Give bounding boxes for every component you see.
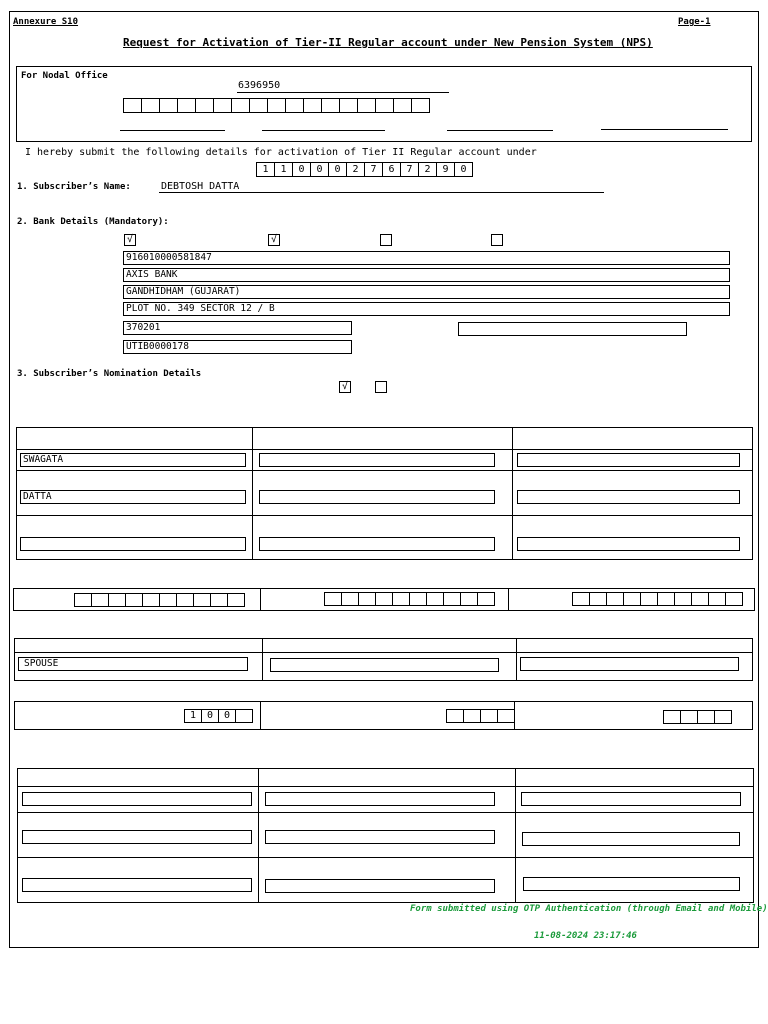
nominee-2-share-cells[interactable] [447, 709, 515, 723]
subscriber-name-value: DEBTOSH DATTA [161, 181, 240, 192]
digit-cell[interactable] [477, 592, 495, 606]
digit-cell[interactable] [142, 593, 160, 607]
digit-cell[interactable]: 1 [184, 709, 202, 723]
digit-cell[interactable] [725, 592, 743, 606]
digit-cell[interactable] [125, 593, 143, 607]
table-divider [262, 638, 263, 681]
digit-cell[interactable] [159, 98, 178, 113]
digit-cell[interactable] [375, 592, 393, 606]
digit-cell[interactable]: 2 [346, 162, 365, 177]
guardian-2-field-c[interactable] [265, 879, 495, 893]
nominee-relationship-field[interactable]: SPOUSE [18, 657, 248, 671]
table-divider [260, 588, 261, 611]
digit-cell[interactable]: 0 [292, 162, 311, 177]
digit-cell[interactable] [358, 592, 376, 606]
bank-account-number-field[interactable]: 916010000581847 [123, 251, 730, 265]
bank-pin-field[interactable]: 370201 [123, 321, 352, 335]
digit-cell[interactable] [321, 98, 340, 113]
digit-cell[interactable]: 7 [400, 162, 419, 177]
bank-name-field[interactable]: AXIS BANK [123, 268, 730, 282]
digit-cell[interactable] [589, 592, 607, 606]
guardian-1-field-b[interactable] [22, 830, 252, 844]
digit-cell[interactable] [123, 98, 142, 113]
digit-cell[interactable] [393, 98, 412, 113]
table-divider [516, 638, 517, 681]
digit-cell[interactable] [176, 593, 194, 607]
digit-cell[interactable] [572, 592, 590, 606]
digit-cell[interactable] [303, 98, 322, 113]
digit-cell[interactable] [663, 710, 681, 724]
digit-cell[interactable] [657, 592, 675, 606]
intro-text: I hereby submit the following details for activation of Tier II Regular account under [25, 147, 537, 158]
form-title: Request for Activation of Tier-II Regular account under New Pension System (NPS) [123, 36, 653, 49]
table-rule [16, 449, 753, 450]
digit-cell[interactable] [285, 98, 304, 113]
guardian-3-field-a[interactable] [521, 792, 741, 806]
bank-checkbox-4[interactable] [491, 234, 503, 246]
nodal-number-underline [237, 92, 449, 93]
nominee-3-extra-field[interactable] [517, 537, 740, 551]
nominee-2-dob-cells[interactable] [325, 592, 495, 606]
digit-cell[interactable] [443, 592, 461, 606]
table-divider [512, 427, 513, 560]
table-rule [14, 652, 753, 653]
page-number: Page-1 [678, 17, 711, 27]
digit-cell[interactable] [74, 593, 92, 607]
table-rule [17, 812, 754, 813]
digit-cell[interactable] [714, 710, 732, 724]
nominee-2-last-name-field[interactable] [259, 490, 495, 504]
digit-cell[interactable] [697, 710, 715, 724]
nominee-3-dob-cells[interactable] [573, 592, 743, 606]
table-divider [508, 588, 509, 611]
digit-cell[interactable] [463, 709, 481, 723]
nomination-checkbox-2[interactable] [375, 381, 387, 393]
nominee-3-relationship-field[interactable] [520, 657, 739, 671]
table-divider [515, 768, 516, 903]
digit-cell[interactable] [91, 593, 109, 607]
table-divider [252, 427, 253, 560]
digit-cell[interactable]: 6 [382, 162, 401, 177]
digit-cell[interactable] [708, 592, 726, 606]
nodal-sign-line-3 [447, 130, 553, 131]
digit-cell[interactable] [674, 592, 692, 606]
nodal-sign-line-1 [120, 130, 225, 131]
annexure-label: Annexure S10 [13, 17, 79, 27]
pran-cells[interactable] [257, 162, 473, 177]
nominee-3-share-cells[interactable] [664, 710, 732, 724]
digit-cell[interactable] [606, 592, 624, 606]
subscriber-name-label: 1. Subscriber’s Name: [17, 182, 131, 192]
digit-cell[interactable] [339, 98, 358, 113]
digit-cell[interactable]: 1 [256, 162, 275, 177]
nominee-share-row [14, 701, 753, 730]
guardian-3-field-b[interactable] [522, 832, 740, 846]
digit-cell[interactable] [141, 98, 160, 113]
submission-timestamp: 11-08-2024 23:17:46 [534, 931, 637, 941]
bank-checkbox-1[interactable]: √ [124, 234, 136, 246]
nodal-sign-line-2 [262, 130, 385, 131]
bank-extra-field[interactable] [458, 322, 687, 336]
table-divider [260, 701, 261, 730]
bank-checkbox-3[interactable] [380, 234, 392, 246]
digit-cell[interactable] [324, 592, 342, 606]
digit-cell[interactable] [227, 593, 245, 607]
bank-branch-field[interactable]: GANDHIDHAM (GUJARAT) [123, 285, 730, 299]
digit-cell[interactable] [409, 592, 427, 606]
subscriber-name-underline [159, 192, 604, 193]
digit-cell[interactable]: 0 [218, 709, 236, 723]
nodal-cells[interactable] [124, 98, 430, 113]
table-rule [16, 515, 753, 516]
nodal-sign-line-4 [601, 129, 728, 130]
digit-cell[interactable] [357, 98, 376, 113]
digit-cell[interactable] [497, 709, 515, 723]
guardian-1-field-a[interactable] [22, 792, 252, 806]
nomination-label: 3. Subscriber’s Nomination Details [17, 369, 202, 379]
digit-cell[interactable]: 0 [328, 162, 347, 177]
nominee-1-dob-cells[interactable] [75, 593, 245, 607]
digit-cell[interactable] [177, 98, 196, 113]
digit-cell[interactable] [231, 98, 250, 113]
digit-cell[interactable] [426, 592, 444, 606]
digit-cell[interactable]: 0 [454, 162, 473, 177]
digit-cell[interactable] [193, 593, 211, 607]
table-rule [17, 857, 754, 858]
digit-cell[interactable] [446, 709, 464, 723]
nominee-2-relationship-field[interactable] [270, 658, 499, 672]
nominee-3-last-name-field[interactable] [517, 490, 740, 504]
nomination-checkbox-1[interactable]: √ [339, 381, 351, 393]
guardian-2-field-a[interactable] [265, 792, 495, 806]
digit-cell[interactable] [249, 98, 268, 113]
digit-cell[interactable]: 9 [436, 162, 455, 177]
bank-checkbox-2[interactable]: √ [268, 234, 280, 246]
digit-cell[interactable] [213, 98, 232, 113]
digit-cell[interactable] [640, 592, 658, 606]
nominee-3-first-name-field[interactable] [517, 453, 740, 467]
nodal-office-label: For Nodal Office [21, 71, 108, 81]
bank-ifsc-field[interactable]: UTIB0000178 [123, 340, 352, 354]
guardian-2-field-b[interactable] [265, 830, 495, 844]
digit-cell[interactable] [460, 592, 478, 606]
digit-cell[interactable] [480, 709, 498, 723]
digit-cell[interactable] [159, 593, 177, 607]
digit-cell[interactable] [195, 98, 214, 113]
nominee-1-share-cells[interactable] [185, 709, 253, 723]
nominee-last-name-field[interactable]: DATTA [20, 490, 246, 504]
otp-note: Form submitted using OTP Authentication (through Email and Mobile) [410, 904, 768, 914]
digit-cell[interactable] [108, 593, 126, 607]
guardian-1-field-c[interactable] [22, 878, 252, 892]
digit-cell[interactable]: 7 [364, 162, 383, 177]
digit-cell[interactable] [392, 592, 410, 606]
digit-cell[interactable]: 0 [310, 162, 329, 177]
nominee-2-first-name-field[interactable] [259, 453, 495, 467]
digit-cell[interactable]: 2 [418, 162, 437, 177]
digit-cell[interactable] [235, 709, 253, 723]
nominee-1-extra-field[interactable] [20, 537, 246, 551]
table-rule [16, 470, 753, 471]
bank-details-label: 2. Bank Details (Mandatory): [17, 217, 169, 227]
digit-cell[interactable] [680, 710, 698, 724]
nominee-2-extra-field[interactable] [259, 537, 495, 551]
digit-cell[interactable]: 1 [274, 162, 293, 177]
digit-cell[interactable] [267, 98, 286, 113]
nodal-number: 6396950 [238, 80, 281, 91]
digit-cell[interactable] [691, 592, 709, 606]
digit-cell[interactable] [210, 593, 228, 607]
digit-cell[interactable] [341, 592, 359, 606]
table-rule [17, 786, 754, 787]
nominee-first-name-field[interactable]: SWAGATA [20, 453, 246, 467]
table-divider [258, 768, 259, 903]
bank-address-field[interactable]: PLOT NO. 349 SECTOR 12 / B [123, 302, 730, 316]
digit-cell[interactable] [375, 98, 394, 113]
digit-cell[interactable]: 0 [201, 709, 219, 723]
digit-cell[interactable] [623, 592, 641, 606]
digit-cell[interactable] [411, 98, 430, 113]
guardian-3-field-c[interactable] [523, 877, 740, 891]
